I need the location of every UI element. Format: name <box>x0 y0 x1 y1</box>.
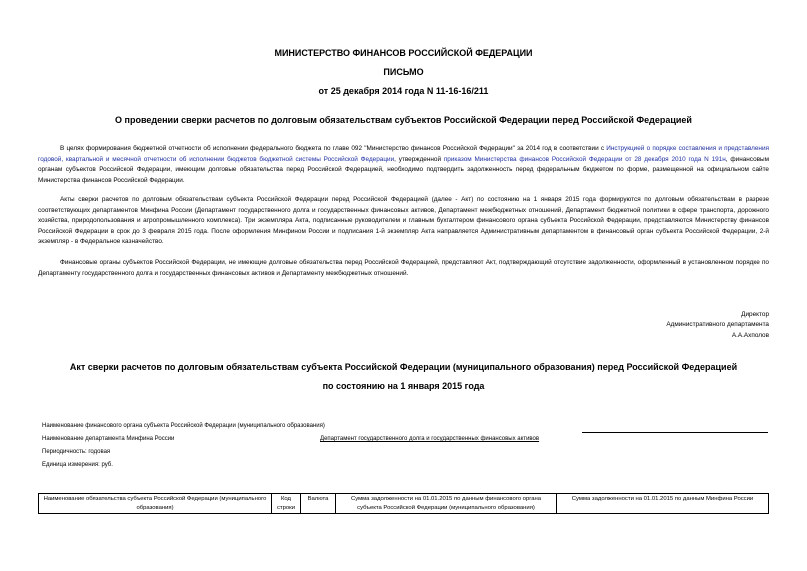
col-obligation-name: Наименование обязательства субъекта Российской Федерации (муниципального образования) <box>39 494 272 514</box>
document-subject: О проведении сверки расчетов по долговым обязательствам субъектов Российской Федерации перед Российской Федерацией <box>115 115 692 125</box>
signature-position: Директор <box>741 311 769 318</box>
signature-block <box>666 310 769 341</box>
finorgan-field-label: Наименование финансового органа субъекта Российской Федерации (муниципального образования) <box>42 423 325 429</box>
paragraph-1-text-b: , утвержденной <box>394 155 444 163</box>
paragraph-1-text-c: , финансовым органам субъектов Российской Федерации, имеющим долговые обязательства перед Российской Федерацией, необходимо подтвердить задолженность перед федеральным бюджетом по форме, размещенной на официальном сайте Министерства финансов Российской Федерации. <box>38 155 770 184</box>
act-title: Акт сверки расчетов по долговым обязательствам субъекта Российской Федерации (муниципального образования) перед Российской Федерацией <box>69 362 738 372</box>
paragraph-1-text-a: В целях формирования бюджетной отчетности об исполнении федерального бюджета по главе 092 "Министерство финансов Российской Федерации" за 2014 год в соответствии с <box>60 145 607 152</box>
department-field-label: Наименование департамента Минфина России <box>42 436 175 442</box>
document-type: ПИСЬМО <box>383 67 424 77</box>
paragraph-1 <box>38 144 769 186</box>
unit-label: Единица измерения: руб. <box>42 462 113 468</box>
col-row-code: Код строки <box>272 494 301 514</box>
paragraph-2-text: Акты сверки расчетов по долговым обязательствам субъекта Российской Федерации перед Российской Федерацией (далее - Акт) по состоянию на 1 января 2015 года формируются по долговым обязательствам в разрезе соответствующих департаментов Минфина России (Департамент государственного долга и государственных финансовых активов, Департамент межбюджетных отношений, Департамент бюджетной политики в сфере транспорта, дорожного хозяйства, природопользования и агропромышленного комплекса). Три экземпляра Акта, подписанные руководителем и главным бухгалтером финансового органа субъекта Российской Федерации, представляются Министерству финансов Российской Федерации в срок до 3 февраля 2015 года. После оформления Минфином России и подписания 1-й экземпляр Акта направляется Административным департаментом в финансовый орган субъекта Российской Федерации, 2-й экземпляр - в Федеральное казначейство. <box>38 196 769 246</box>
col-currency: Валюта <box>301 494 336 514</box>
order-link[interactable]: приказом Министерства финансов Российской Федерации от 28 декабря 2010 года N 191н <box>443 155 726 163</box>
col-debt-finorgan: Сумма задолженности на 01.01.2015 по данным финансового органа субъекта Российской Федерации (муниципального образования) <box>336 494 557 514</box>
signature-department: Административного департамента <box>666 321 769 329</box>
instruction-link[interactable]: Инструкцией о порядке составления и представления годовой, квартальной и месячной отчетности об исполнении бюджетов бюджетной системы Российской Федерации <box>38 145 769 163</box>
col-debt-minfin: Сумма задолженности на 01.01.2015 по данным Минфина России <box>557 494 769 514</box>
signature-name: А.А.Ахполов <box>731 331 769 339</box>
ministry-heading: МИНИСТЕРСТВО ФИНАНСОВ РОССИЙСКОЙ ФЕДЕРАЦИИ <box>274 48 533 58</box>
act-table <box>38 493 769 514</box>
finorgan-field-line <box>582 432 768 433</box>
document-date-number: от 25 декабря 2014 года N 11-16-16/211 <box>318 86 489 96</box>
paragraph-2 <box>38 195 769 248</box>
paragraph-3 <box>38 258 769 279</box>
periodicity-label: Периодичность: годовая <box>42 449 111 455</box>
act-subtitle: по состоянию на 1 января 2015 года <box>322 381 485 391</box>
department-field-value: Департамент государственного долга и государственных финансовых активов <box>320 436 540 442</box>
table-header-row <box>39 494 769 514</box>
paragraph-3-text: Финансовые органы субъектов Российской Федерации, не имеющие долговые обязательства перед Российской Федерацией, представляют Акт, подтверждающий отсутствие задолженности, оформленный в установленном порядке по Департаменту государственного долга и государственных финансовых активов и Департаменту межбюджетных отношений. <box>38 259 769 277</box>
